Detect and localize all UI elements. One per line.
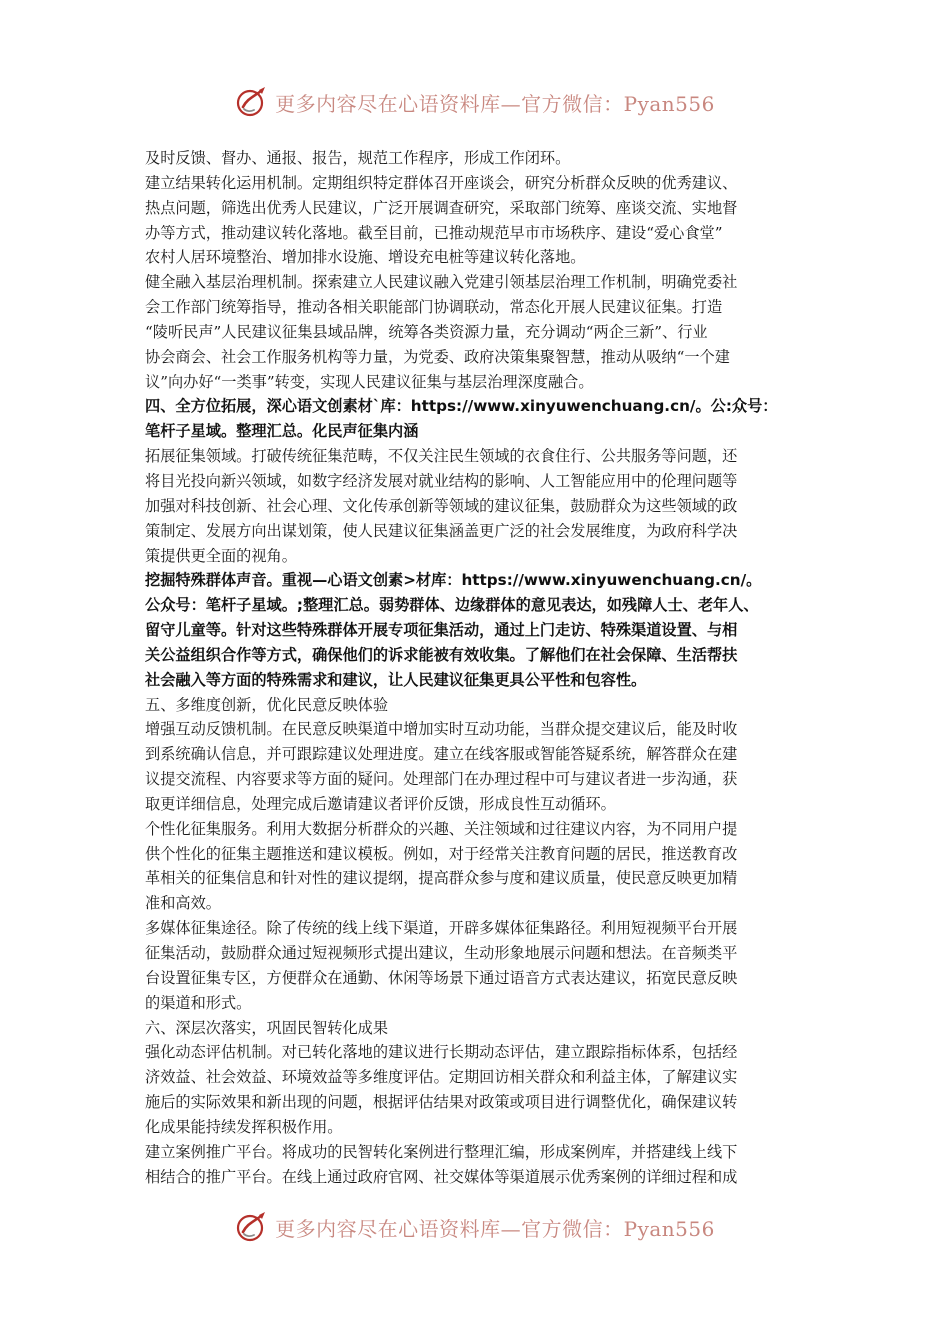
bold-text-line: 公众号：笔杆子星域。;整理汇总。弱势群体、边缘群体的意见表达，如残障人士、老年人、 (145, 596, 759, 615)
text-line: 多媒体征集途径。除了传统的线上线下渠道，开辟多媒体征集路径。利用短视频平台开展 (145, 919, 738, 938)
text-line: 增强互动反馈机制。在民意反映渠道中增加实时互动功能，当群众提交建议后，能及时收 (145, 720, 738, 739)
hand-pen-logo-icon (235, 85, 269, 119)
text-line: 到系统确认信息，并可跟踪建议处理进度。建立在线客服或智能答疑系统，解答群众在建 (145, 745, 738, 764)
text-line: 强化动态评估机制。对已转化落地的建议进行长期动态评估，建立跟踪指标体系，包括经 (145, 1043, 738, 1062)
section-heading-line: 六、深层次落实，巩固民智转化成果 (145, 1018, 388, 1037)
text-line: 革相关的征集信息和针对性的建议提纲，提高群众参与度和建议质量，使民意反映更加精 (145, 869, 738, 888)
text-line: 及时反馈、督办、通报、报告，规范工作程序，形成工作闭环。 (145, 149, 571, 167)
bold-text-line: 留守儿童等。针对这些特殊群体开展专项征集活动，通过上门走访、特殊渠道设置、与相 (145, 621, 738, 640)
bold-text-line: 挖掘特殊群体声音。重视—心语文创素>材库：https://www.xinyuwenchuang.cn/。 (145, 571, 762, 590)
text-line: 办等方式，推动建议转化落地。截至目前，已推动规范早市市场秩序、建设“爱心食堂” (145, 223, 723, 242)
text-line: 相结合的推广平台。在线上通过政府官网、社交媒体等渠道展示优秀案例的详细过程和成 (145, 1167, 738, 1186)
text-line: 施后的实际效果和新出现的问题，根据评估结果对政策或项目进行调整优化，确保建议转 (145, 1093, 738, 1112)
section-heading-line: 五、多维度创新，优化民意反映体验 (145, 695, 388, 714)
bold-text-line: 关公益组织合作等方式，确保他们的诉求能被有效收集。了解他们在社会保障、生活帮扶 (145, 645, 738, 664)
footer-banner (0, 1207, 950, 1247)
text-line: 济效益、社会效益、环境效益等多维度评估。定期回访相关群众和利益主体，了解建议实 (145, 1068, 738, 1087)
text-line: 策制定、发展方向出谋划策，使人民建议征集涵盖更广泛的社会发展维度，为政府科学决 (145, 521, 738, 540)
text-line: “陵听民声”人民建议征集县域品牌，统筹各类资源力量，充分调动“两企三新”、行业 (145, 322, 708, 341)
section-heading-line: 笔杆子星域。整理汇总。化民声征集内涵 (145, 422, 419, 441)
banner-text: 更多内容尽在心语资料库—官方微信：Pyan556 (275, 1216, 715, 1241)
text-line: 将目光投向新兴领域，如数字经济发展对就业结构的影响、人工智能应用中的伦理问题等 (145, 471, 738, 490)
text-line: 取更详细信息，处理完成后邀请建议者评价反馈，形成良性互动循环。 (145, 794, 616, 813)
hand-pen-logo-icon (235, 1210, 269, 1244)
text-line: 农村人居环境整治、增加排水设施、增设充电桩等建议转化落地。 (145, 248, 586, 267)
banner-text: 更多内容尽在心语资料库—官方微信：Pyan556 (275, 91, 715, 116)
text-line: 个性化征集服务。利用大数据分析群众的兴趣、关注领域和过往建议内容，为不同用户提 (145, 819, 738, 838)
bold-text-line: 社会融入等方面的特殊需求和建议，让人民建议征集更具公平性和包容性。 (145, 670, 647, 689)
text-line: 化成果能持续发挥积极作用。 (145, 1117, 343, 1136)
text-line: 的渠道和形式。 (145, 993, 252, 1012)
text-line: 策提供更全面的视角。 (145, 546, 297, 565)
text-line: 加强对科技创新、社会心理、文化传承创新等领域的建议征集，鼓励群众为这些领域的政 (145, 496, 738, 515)
text-line: 议提交流程、内容要求等方面的疑问。处理部门在办理过程中可与建议者进一步沟通，获 (145, 770, 738, 789)
header-banner (0, 82, 950, 122)
text-line: 热点问题，筛选出优秀人民建议，广泛开展调查研究，采取部门统筹、座谈交流、实地督 (145, 198, 738, 217)
text-line: 准和高效。 (145, 894, 221, 913)
text-line: 健全融入基层治理机制。探索建立人民建议融入党建引领基层治理工作机制，明确党委社 (145, 273, 738, 292)
text-line: 协会商会、社会工作服务机构等力量，为党委、政府决策集聚智慧，推动从吸纳“一个建 (145, 347, 730, 366)
text-line: 拓展征集领域。打破传统征集范畴，不仅关注民生领域的衣食住行、公共服务等问题，还 (145, 447, 738, 466)
text-line: 台设置征集专区，方便群众在通勤、休闲等场景下通过语音方式表达建议，拓宽民意反映 (145, 968, 738, 987)
text-line: 议”向办好“一类事”转变，实现人民建议征集与基层治理深度融合。 (145, 372, 594, 391)
text-line: 供个性化的征集主题推送和建议模板。例如，对于经常关注教育问题的居民，推送教育改 (145, 844, 738, 863)
text-line: 建立案例推广平台。将成功的民智转化案例进行整理汇编，形成案例库，并搭建线上线下 (145, 1142, 738, 1161)
section-heading-line: 四、全方位拓展，深心语文创素材`库：https://www.xinyuwenchuang.cn/。公:众号： (145, 397, 778, 416)
document-body (145, 146, 810, 1189)
text-line: 会工作部门统筹指导，推动各相关职能部门协调联动，常态化开展人民建议征集。打造 (145, 298, 723, 317)
text-line: 建立结果转化运用机制。定期组织特定群体召开座谈会，研究分析群众反映的优秀建议、 (145, 173, 738, 192)
text-line: 征集活动，鼓励群众通过短视频形式提出建议，生动形象地展示问题和想法。在音频类平 (145, 944, 738, 962)
